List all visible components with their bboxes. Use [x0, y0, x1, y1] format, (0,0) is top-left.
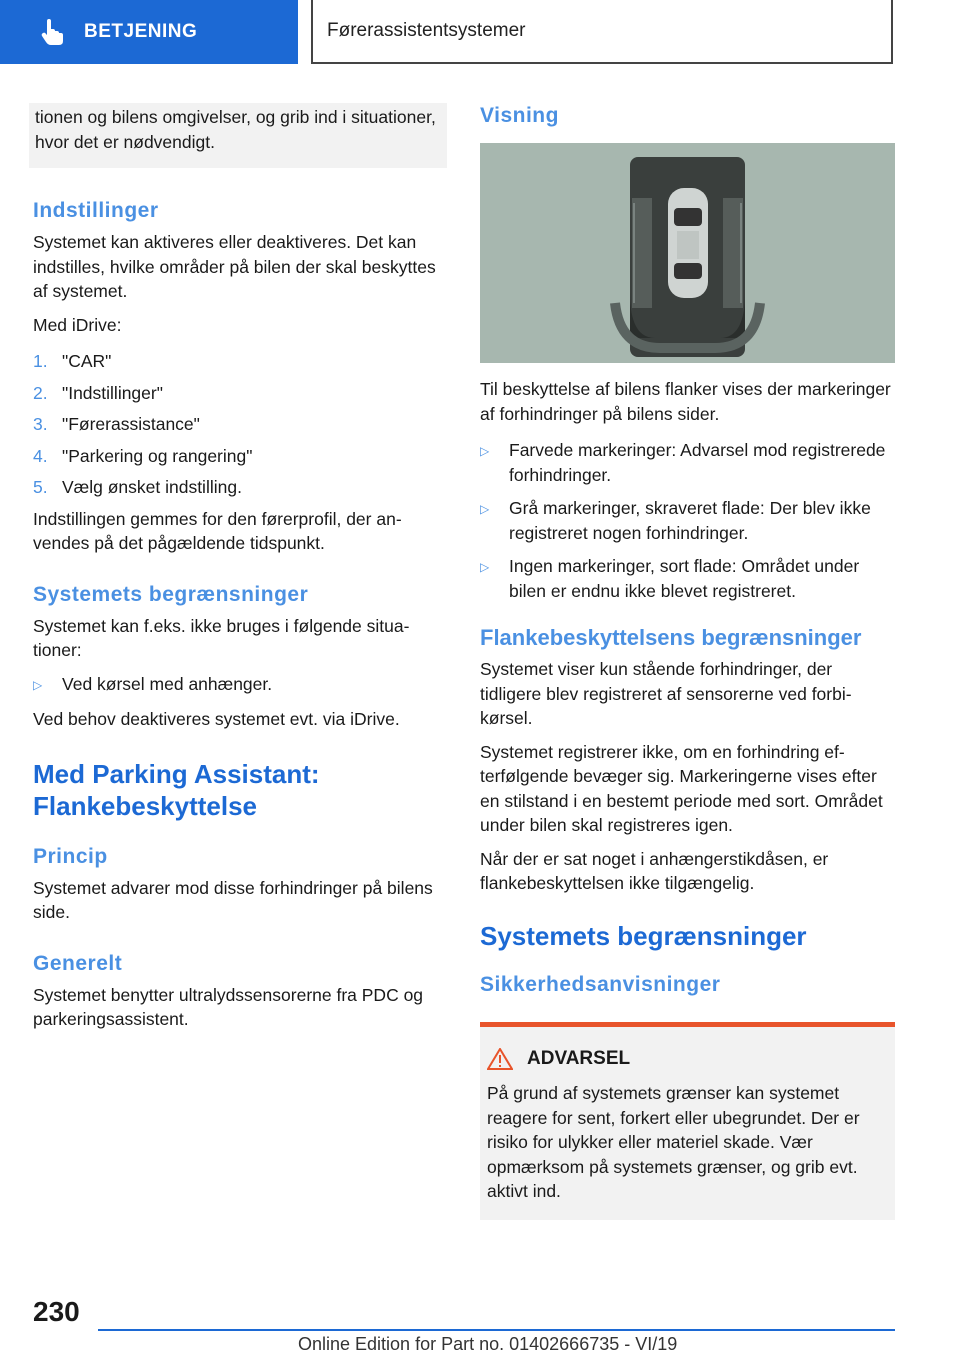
marking-list: [480, 438, 895, 603]
list-item: ▷ Grå markeringer, skraveret flade: Der blev ikke registreret nogen forhindringer.: [480, 496, 895, 545]
list-item: ▷ Ingen markeringer, sort flade: Området under bilen er endnu ikke blevet registreret.: [480, 554, 895, 603]
triangle-bullet-icon: ▷: [480, 444, 490, 458]
limits-list: [33, 672, 447, 698]
warning-triangle-icon: [487, 1048, 513, 1070]
settings-steps: [33, 349, 447, 500]
display-text: Til beskyttelse af bilens flanker vises der markeringer af forhindringer på bilens sider.: [480, 379, 891, 424]
edition-note: Online Edition for Part no. 01402666735 - VI/19: [298, 1334, 678, 1354]
settings-heading: Indstillinger: [33, 199, 159, 222]
general-heading: Generelt: [33, 951, 123, 975]
limits-text: Systemet kan f.eks. ikke bruges i følgende situationer:: [33, 615, 410, 660]
principle-text: Systemet advarer mod disse forhindringer på bilens side.: [33, 877, 433, 922]
section-label: BETJENING: [84, 21, 198, 42]
section-tab: [0, 0, 298, 64]
system-limits-heading: Systemets begrænsninger: [480, 920, 807, 951]
settings-note: Indstillingen gemmes for den førerprofil, der anvendes på det pågældende tidspunkt.: [33, 508, 402, 553]
triangle-bullet-icon: ▷: [33, 677, 43, 692]
main-section-heading: Med Parking Assistant: Flankebeskyttelse: [33, 758, 320, 821]
intro-text: tionen og bilens omgivelser, og grib ind i situationer, hvor det er nødvendigt.: [35, 107, 436, 152]
step-item: 3. "Førerassistance": [33, 414, 200, 434]
triangle-bullet-icon: ▷: [480, 560, 490, 574]
step-item: 4. "Parkering og rangering": [33, 445, 253, 466]
chapter-title: Førerassistentsystemer: [311, 0, 893, 64]
right-column: [480, 103, 895, 1220]
page-number: 230: [33, 1296, 80, 1327]
warning-title: ADVARSEL: [527, 1047, 631, 1069]
limits-note: Ved behov deaktiveres systemet evt. via iDrive.: [33, 709, 400, 729]
flank-text-2: Systemet registrerer ikke, om en forhindring efterfølgende bevæger sig. Markeringerne vises efter en stilstand i en bestemt periode med sort. Området under bilen skal registreres igen.: [480, 741, 883, 835]
general-text: Systemet benytter ultralydssensorerne fra PDC og parkeringsassistent.: [33, 984, 424, 1029]
flank-limits-heading: Flankebeskyttelsens begrænsninger: [480, 625, 862, 650]
limits-heading: Systemets begrænsninger: [33, 582, 309, 606]
step-item: 1. "CAR": [33, 351, 112, 371]
step-item: 5. Vælg ønsket indstilling.: [33, 477, 242, 497]
list-item: ▷ Ved kørsel med anhænger.: [33, 672, 447, 698]
flank-text-3: Når der er sat noget i anhængerstikdåsen, er flankebeskyttelsen ikke tilgængelig.: [480, 848, 829, 893]
hand-pointer-icon: [38, 17, 68, 47]
triangle-bullet-icon: ▷: [480, 502, 490, 516]
flank-protection-image: [480, 143, 895, 363]
safety-heading: Sikkerhedsanvisninger: [480, 972, 721, 996]
warning-header: [487, 1047, 887, 1072]
warning-box: [480, 1022, 895, 1220]
flank-text-1: Systemet viser kun stående forhindringer, der tidligere blev registreret af sensorerne ved forbikørsel.: [480, 659, 852, 728]
list-item: ▷ Farvede markeringer: Advarsel mod registrerede forhindringer.: [480, 438, 895, 487]
principle-heading: Princip: [33, 844, 108, 868]
idrive-label: Med iDrive:: [33, 314, 122, 335]
step-item: 2. "Indstillinger": [33, 382, 163, 403]
continued-note-box: [29, 103, 447, 168]
left-column: [33, 103, 447, 1041]
settings-text: Systemet kan aktiveres eller deaktiveres. Det kan indstilles, hvilke områder på bilen der skal beskyttes af systemet.: [33, 232, 436, 301]
footer-divider: [98, 1329, 895, 1331]
display-heading: Visning: [480, 104, 559, 127]
warning-text: På grund af systemets grænser kan systemet reagere for sent, forkert eller ubegrundet. Der er risiko for ulykker eller materiel skade. Vær opmærksom på systemets grænser, og grib evt. aktivt ind.: [487, 1083, 860, 1201]
